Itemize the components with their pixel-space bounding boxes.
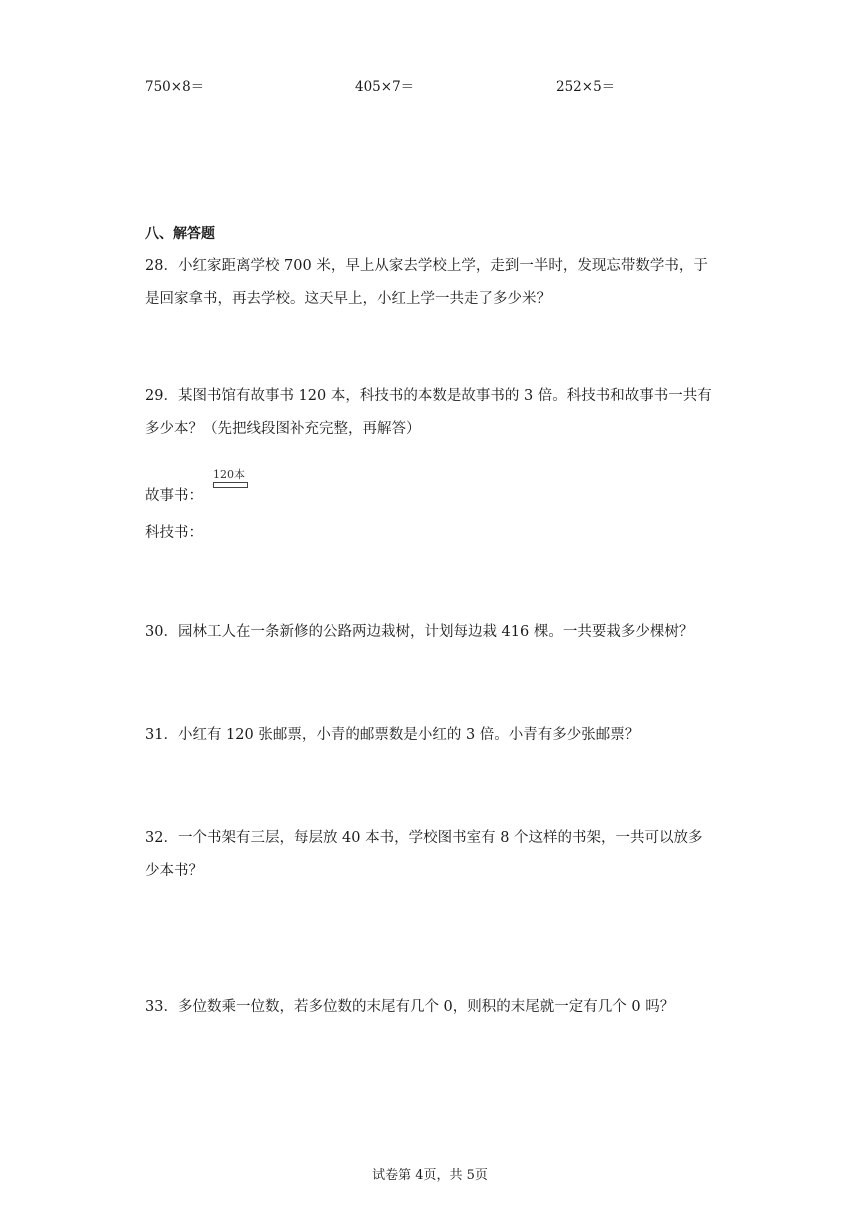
question-29-line-1: 29．某图书馆有故事书 120 本，科技书的本数是故事书的 3 倍。科技书和故事书一共有 — [145, 388, 712, 404]
calc-item-2: 405×7＝ — [355, 79, 415, 95]
question-28 — [145, 250, 725, 316]
story-book-row-label: 故事书： — [145, 488, 203, 504]
question-30-line-1: 30．园林工人在一条新修的公路两边栽树，计划每边栽 416 棵。一共要栽多少棵树？ — [145, 624, 694, 640]
question-29 — [145, 380, 725, 446]
question-30 — [145, 616, 725, 649]
calc-item-3: 252×5＝ — [556, 79, 616, 95]
question-32-line-2: 少本书？ — [145, 863, 203, 879]
calc-item-1: 750×8＝ — [145, 79, 205, 95]
segment-diagram — [213, 466, 248, 488]
question-28-line-1: 28．小红家距离学校 700 米，早上从家去学校上学，走到一半时，发现忘带数学书，于 — [145, 258, 708, 274]
page-footer: 试卷第 4页，共 5页 — [372, 1168, 488, 1183]
question-33 — [145, 991, 725, 1024]
segment-diagram-label: 120本 — [213, 468, 245, 481]
question-28-line-2: 是回家拿书，再去学校。这天早上，小红上学一共走了多少米？ — [145, 291, 551, 307]
science-book-row-label: 科技书： — [145, 525, 203, 541]
question-32-line-1: 32．一个书架有三层，每层放 40 本书，学校图书室有 8 个这样的书架，一共可以放多 — [145, 830, 703, 846]
question-29-line-2: 多少本？（先把线段图补充完整，再解答） — [145, 421, 421, 437]
question-31-line-1: 31．小红有 120 张邮票，小青的邮票数是小红的 3 倍。小青有多少张邮票？ — [145, 727, 640, 743]
story-book-segment — [213, 482, 248, 488]
section-title: 八、解答题 — [145, 226, 215, 242]
question-33-line-1: 33．多位数乘一位数，若多位数的末尾有几个 0，则积的末尾就一定有几个 0 吗？ — [145, 999, 675, 1015]
question-32 — [145, 822, 725, 888]
question-31 — [145, 719, 725, 752]
